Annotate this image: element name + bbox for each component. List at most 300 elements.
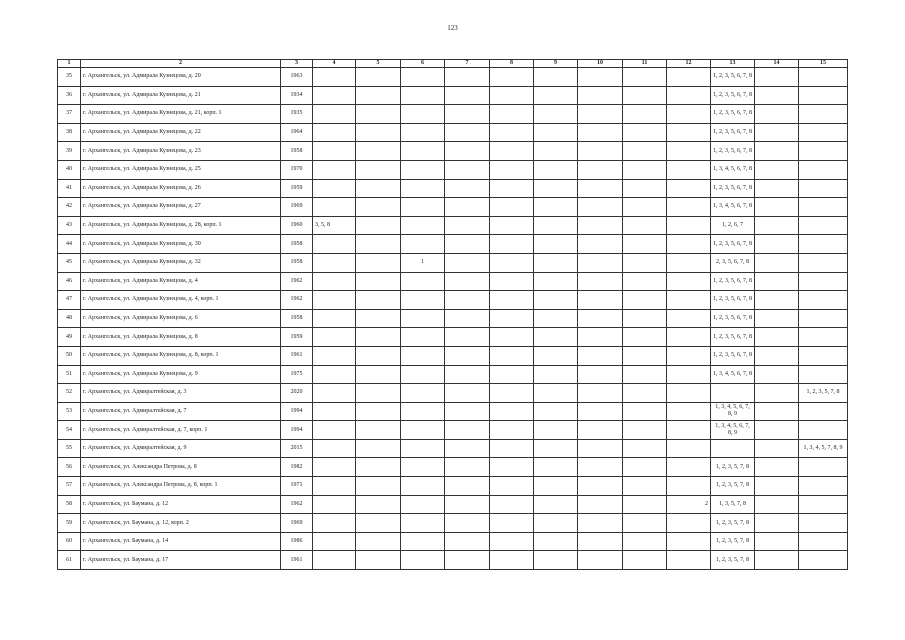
table-cell-col-4 xyxy=(313,68,356,87)
column-header-4: 4 xyxy=(313,60,356,68)
table-row xyxy=(58,105,848,124)
table-cell-col-14 xyxy=(755,160,799,179)
buildings-table xyxy=(57,59,848,570)
table-cell-col-8 xyxy=(490,495,534,514)
table-cell-col-1: 42 xyxy=(58,198,81,217)
table-cell-col-2: г. Архангельск, ул. Адмирала Кузнецова, д. 6 xyxy=(81,309,281,328)
table-cell-col-6 xyxy=(401,235,445,254)
table-cell-col-14 xyxy=(755,86,799,105)
table-cell-col-4 xyxy=(313,346,356,365)
table-cell-col-2: г. Архангельск, ул. Адмирала Кузнецова, д. 30 xyxy=(81,235,281,254)
table-cell-col-8 xyxy=(490,346,534,365)
table-cell-col-8 xyxy=(490,421,534,440)
table-cell-col-14 xyxy=(755,477,799,496)
table-cell-col-11 xyxy=(623,421,667,440)
table-cell-col-11 xyxy=(623,160,667,179)
table-cell-col-7 xyxy=(445,235,490,254)
table-cell-col-15: 1, 2, 3, 5, 7, 8 xyxy=(799,384,848,403)
table-cell-col-10 xyxy=(578,495,623,514)
table-cell-col-12 xyxy=(667,532,711,551)
table-cell-col-12 xyxy=(667,198,711,217)
table-row xyxy=(58,160,848,179)
table-cell-col-11 xyxy=(623,458,667,477)
table-cell-col-6 xyxy=(401,495,445,514)
table-cell-col-2: г. Архангельск, ул. Адмиралтейская, д. 7 xyxy=(81,402,281,421)
table-cell-col-11 xyxy=(623,328,667,347)
table-cell-col-10 xyxy=(578,123,623,142)
table-cell-col-1: 38 xyxy=(58,123,81,142)
table-cell-col-12 xyxy=(667,439,711,458)
table-cell-col-1: 41 xyxy=(58,179,81,198)
table-cell-col-1: 40 xyxy=(58,160,81,179)
table-cell-col-6 xyxy=(401,328,445,347)
table-cell-col-10 xyxy=(578,216,623,235)
table-cell-col-2: г. Архангельск, ул. Адмирала Кузнецова, д. 9 xyxy=(81,365,281,384)
table-cell-col-11 xyxy=(623,551,667,570)
table-cell-col-15 xyxy=(799,198,848,217)
table-cell-col-8 xyxy=(490,291,534,310)
table-cell-col-5 xyxy=(356,86,401,105)
table-cell-col-12 xyxy=(667,142,711,161)
table-row xyxy=(58,458,848,477)
table-cell-col-5 xyxy=(356,253,401,272)
table-cell-col-12 xyxy=(667,160,711,179)
table-cell-col-6 xyxy=(401,365,445,384)
table-cell-col-10 xyxy=(578,291,623,310)
table-cell-col-9 xyxy=(534,346,578,365)
column-header-13: 13 xyxy=(711,60,755,68)
table-cell-col-10 xyxy=(578,253,623,272)
table-cell-col-12 xyxy=(667,346,711,365)
table-cell-col-4 xyxy=(313,198,356,217)
table-cell-col-10 xyxy=(578,532,623,551)
table-cell-col-9 xyxy=(534,216,578,235)
table-cell-col-7 xyxy=(445,272,490,291)
table-cell-col-5 xyxy=(356,365,401,384)
column-header-3: 3 xyxy=(281,60,313,68)
column-header-15: 15 xyxy=(799,60,848,68)
table-cell-col-4 xyxy=(313,253,356,272)
table-cell-col-14 xyxy=(755,179,799,198)
table-cell-col-9 xyxy=(534,495,578,514)
table-row xyxy=(58,384,848,403)
table-cell-col-15 xyxy=(799,160,848,179)
table-cell-col-8 xyxy=(490,551,534,570)
table-cell-col-7 xyxy=(445,68,490,87)
table-cell-col-2: г. Архангельск, ул. Адмирала Кузнецова, д. 27 xyxy=(81,198,281,217)
table-row xyxy=(58,272,848,291)
table-cell-col-7 xyxy=(445,365,490,384)
table-cell-col-10 xyxy=(578,402,623,421)
table-cell-col-15 xyxy=(799,532,848,551)
table-cell-col-10 xyxy=(578,179,623,198)
table-cell-col-7 xyxy=(445,551,490,570)
table-cell-col-1: 50 xyxy=(58,346,81,365)
table-cell-col-6 xyxy=(401,421,445,440)
table-cell-col-3: 1961 xyxy=(281,551,313,570)
table-cell-col-10 xyxy=(578,384,623,403)
column-header-14: 14 xyxy=(755,60,799,68)
table-cell-col-6 xyxy=(401,402,445,421)
table-cell-col-6 xyxy=(401,142,445,161)
table-row xyxy=(58,439,848,458)
column-header-1: 1 xyxy=(58,60,81,68)
table-cell-col-14 xyxy=(755,309,799,328)
table-cell-col-7 xyxy=(445,253,490,272)
table-cell-col-6 xyxy=(401,86,445,105)
table-cell-col-2: г. Архангельск, ул. Александра Петрова, д. 8 xyxy=(81,458,281,477)
table-cell-col-6 xyxy=(401,346,445,365)
table-cell-col-5 xyxy=(356,495,401,514)
table-cell-col-9 xyxy=(534,142,578,161)
table-cell-col-9 xyxy=(534,291,578,310)
table-cell-col-12 xyxy=(667,216,711,235)
table-cell-col-4 xyxy=(313,495,356,514)
table-cell-col-11 xyxy=(623,123,667,142)
table-cell-col-13: 1, 3, 4, 5, 6, 7, 8, 9 xyxy=(711,402,755,421)
table-row xyxy=(58,253,848,272)
table-cell-col-4 xyxy=(313,272,356,291)
table-cell-col-15 xyxy=(799,402,848,421)
table-row xyxy=(58,477,848,496)
table-cell-col-13: 1, 3, 5, 7, 8 xyxy=(711,495,755,514)
table-cell-col-11 xyxy=(623,532,667,551)
table-cell-col-4 xyxy=(313,86,356,105)
table-cell-col-13: 1, 2, 3, 5, 6, 7, 8 xyxy=(711,309,755,328)
table-cell-col-15 xyxy=(799,291,848,310)
table-cell-col-15 xyxy=(799,123,848,142)
table-cell-col-7 xyxy=(445,328,490,347)
table-cell-col-13: 1, 2, 3, 5, 7, 8 xyxy=(711,514,755,533)
table-cell-col-15 xyxy=(799,235,848,254)
table-cell-col-7 xyxy=(445,402,490,421)
table-cell-col-11 xyxy=(623,253,667,272)
table-cell-col-2: г. Архангельск, ул. Адмирала Кузнецова, д. 8, корп. 1 xyxy=(81,346,281,365)
table-cell-col-6 xyxy=(401,272,445,291)
table-cell-col-13: 1, 2, 3, 5, 6, 7, 8 xyxy=(711,86,755,105)
table-row xyxy=(58,328,848,347)
table-cell-col-13: 1, 2, 6, 7 xyxy=(711,216,755,235)
table-cell-col-3: 1958 xyxy=(281,309,313,328)
table-cell-col-6 xyxy=(401,123,445,142)
table-cell-col-10 xyxy=(578,365,623,384)
column-header-6: 6 xyxy=(401,60,445,68)
table-cell-col-15 xyxy=(799,216,848,235)
table-cell-col-9 xyxy=(534,198,578,217)
table-cell-col-13: 1, 2, 3, 5, 6, 7, 8 xyxy=(711,235,755,254)
table-cell-col-14 xyxy=(755,123,799,142)
table-row xyxy=(58,514,848,533)
table-cell-col-7 xyxy=(445,179,490,198)
table-cell-col-8 xyxy=(490,458,534,477)
table-cell-col-2: г. Архангельск, ул. Адмирала Кузнецова, д. 23 xyxy=(81,142,281,161)
table-cell-col-10 xyxy=(578,105,623,124)
table-cell-col-9 xyxy=(534,86,578,105)
table-cell-col-9 xyxy=(534,477,578,496)
table-cell-col-1: 54 xyxy=(58,421,81,440)
table-cell-col-3: 1962 xyxy=(281,272,313,291)
table-cell-col-9 xyxy=(534,384,578,403)
table-cell-col-9 xyxy=(534,253,578,272)
table-cell-col-8 xyxy=(490,532,534,551)
table-cell-col-1: 37 xyxy=(58,105,81,124)
table-cell-col-10 xyxy=(578,477,623,496)
table-row xyxy=(58,68,848,87)
table-cell-col-8 xyxy=(490,68,534,87)
table-cell-col-3: 1934 xyxy=(281,86,313,105)
table-cell-col-6 xyxy=(401,477,445,496)
table-cell-col-12 xyxy=(667,86,711,105)
table-cell-col-12 xyxy=(667,458,711,477)
table-cell-col-8 xyxy=(490,235,534,254)
table-cell-col-13 xyxy=(711,384,755,403)
table-row xyxy=(58,235,848,254)
table-cell-col-3: 1994 xyxy=(281,402,313,421)
table-cell-col-4 xyxy=(313,384,356,403)
table-cell-col-5 xyxy=(356,328,401,347)
table-cell-col-14 xyxy=(755,68,799,87)
table-cell-col-2: г. Архангельск, ул. Адмирала Кузнецова, д. 32 xyxy=(81,253,281,272)
table-cell-col-5 xyxy=(356,551,401,570)
table-cell-col-2: г. Архангельск, ул. Адмирала Кузнецова, д. 25 xyxy=(81,160,281,179)
table-cell-col-14 xyxy=(755,216,799,235)
table-cell-col-7 xyxy=(445,458,490,477)
table-cell-col-15 xyxy=(799,309,848,328)
table-cell-col-8 xyxy=(490,160,534,179)
column-header-10: 10 xyxy=(578,60,623,68)
table-cell-col-11 xyxy=(623,439,667,458)
table-cell-col-2: г. Архангельск, ул. Адмирала Кузнецова, д. 8 xyxy=(81,328,281,347)
table-row xyxy=(58,532,848,551)
table-cell-col-14 xyxy=(755,346,799,365)
column-header-5: 5 xyxy=(356,60,401,68)
table-cell-col-10 xyxy=(578,142,623,161)
table-cell-col-1: 53 xyxy=(58,402,81,421)
table-cell-col-2: г. Архангельск, ул. Адмирала Кузнецова, д. 4, корп. 1 xyxy=(81,291,281,310)
table-cell-col-3: 1986 xyxy=(281,532,313,551)
table-cell-col-9 xyxy=(534,328,578,347)
table-cell-col-2: г. Архангельск, ул. Баумана, д. 12 xyxy=(81,495,281,514)
table-cell-col-4 xyxy=(313,179,356,198)
table-cell-col-12 xyxy=(667,253,711,272)
table-cell-col-9 xyxy=(534,309,578,328)
table-cell-col-14 xyxy=(755,142,799,161)
table-cell-col-12 xyxy=(667,105,711,124)
table-cell-col-8 xyxy=(490,253,534,272)
table-cell-col-13: 1, 2, 3, 5, 6, 7, 8 xyxy=(711,123,755,142)
table-cell-col-11 xyxy=(623,216,667,235)
column-header-9: 9 xyxy=(534,60,578,68)
table-cell-col-1: 52 xyxy=(58,384,81,403)
table-row xyxy=(58,291,848,310)
table-cell-col-4 xyxy=(313,365,356,384)
table-cell-col-15 xyxy=(799,105,848,124)
table-cell-col-14 xyxy=(755,365,799,384)
table-cell-col-4 xyxy=(313,291,356,310)
table-cell-col-3: 2015 xyxy=(281,439,313,458)
table-cell-col-6 xyxy=(401,384,445,403)
table-cell-col-13: 1, 3, 4, 5, 6, 7, 8, 9 xyxy=(711,421,755,440)
table-row xyxy=(58,179,848,198)
table-cell-col-4 xyxy=(313,309,356,328)
table-cell-col-5 xyxy=(356,160,401,179)
table-cell-col-1: 47 xyxy=(58,291,81,310)
table-cell-col-9 xyxy=(534,272,578,291)
table-cell-col-5 xyxy=(356,68,401,87)
table-cell-col-1: 46 xyxy=(58,272,81,291)
table-cell-col-8 xyxy=(490,328,534,347)
column-header-8: 8 xyxy=(490,60,534,68)
table-cell-col-4: 3, 5, 8 xyxy=(313,216,356,235)
table-cell-col-13: 1, 3, 4, 5, 6, 7, 8 xyxy=(711,160,755,179)
table-cell-col-11 xyxy=(623,495,667,514)
table-cell-col-15 xyxy=(799,86,848,105)
table-cell-col-14 xyxy=(755,384,799,403)
table-cell-col-5 xyxy=(356,123,401,142)
table-cell-col-7 xyxy=(445,309,490,328)
table-cell-col-13: 1, 3, 4, 5, 6, 7, 8 xyxy=(711,365,755,384)
table-cell-col-1: 61 xyxy=(58,551,81,570)
table-cell-col-14 xyxy=(755,253,799,272)
table-cell-col-5 xyxy=(356,477,401,496)
table-cell-col-1: 49 xyxy=(58,328,81,347)
table-cell-col-7 xyxy=(445,291,490,310)
table-cell-col-14 xyxy=(755,551,799,570)
table-cell-col-6 xyxy=(401,309,445,328)
table-row xyxy=(58,198,848,217)
table-cell-col-10 xyxy=(578,458,623,477)
table-cell-col-5 xyxy=(356,439,401,458)
table-cell-col-4 xyxy=(313,105,356,124)
table-cell-col-6 xyxy=(401,291,445,310)
table-cell-col-10 xyxy=(578,421,623,440)
table-cell-col-7 xyxy=(445,532,490,551)
table-cell-col-7 xyxy=(445,439,490,458)
header-row xyxy=(58,60,848,68)
table-cell-col-8 xyxy=(490,365,534,384)
table-cell-col-3: 1982 xyxy=(281,458,313,477)
table-cell-col-4 xyxy=(313,402,356,421)
table-cell-col-8 xyxy=(490,439,534,458)
table-cell-col-5 xyxy=(356,309,401,328)
table-cell-col-14 xyxy=(755,402,799,421)
table-cell-col-4 xyxy=(313,123,356,142)
table-cell-col-3: 1969 xyxy=(281,198,313,217)
table-cell-col-9 xyxy=(534,421,578,440)
table-cell-col-15 xyxy=(799,328,848,347)
table-cell-col-8 xyxy=(490,86,534,105)
table-row xyxy=(58,421,848,440)
table-cell-col-13: 1, 2, 3, 5, 7, 8 xyxy=(711,458,755,477)
table-cell-col-1: 36 xyxy=(58,86,81,105)
table-cell-col-9 xyxy=(534,458,578,477)
table-cell-col-13: 1, 2, 3, 5, 6, 7, 8 xyxy=(711,328,755,347)
table-cell-col-15 xyxy=(799,421,848,440)
table-cell-col-7 xyxy=(445,421,490,440)
table-cell-col-5 xyxy=(356,105,401,124)
table-cell-col-9 xyxy=(534,235,578,254)
table-cell-col-9 xyxy=(534,365,578,384)
table-row xyxy=(58,365,848,384)
table-cell-col-15 xyxy=(799,477,848,496)
table-cell-col-3: 1964 xyxy=(281,123,313,142)
table-cell-col-3: 1960 xyxy=(281,216,313,235)
table-cell-col-12 xyxy=(667,235,711,254)
table-cell-col-4 xyxy=(313,421,356,440)
table-cell-col-3: 1962 xyxy=(281,495,313,514)
table-cell-col-2: г. Архангельск, ул. Александра Петрова, д. 8, корп. 1 xyxy=(81,477,281,496)
table-cell-col-6 xyxy=(401,160,445,179)
table-cell-col-3: 1961 xyxy=(281,346,313,365)
table-cell-col-2: г. Архангельск, ул. Адмирала Кузнецова, д. 4 xyxy=(81,272,281,291)
table-cell-col-3: 1962 xyxy=(281,291,313,310)
table-cell-col-8 xyxy=(490,198,534,217)
table-cell-col-3: 1975 xyxy=(281,365,313,384)
table-cell-col-9 xyxy=(534,123,578,142)
table-cell-col-12 xyxy=(667,402,711,421)
table-cell-col-13: 1, 2, 3, 5, 6, 7, 8 xyxy=(711,105,755,124)
table-cell-col-11 xyxy=(623,235,667,254)
table-cell-col-11 xyxy=(623,514,667,533)
table-cell-col-14 xyxy=(755,272,799,291)
table-cell-col-2: г. Архангельск, ул. Адмирала Кузнецова, д. 21 xyxy=(81,86,281,105)
table-cell-col-3: 1963 xyxy=(281,68,313,87)
table-cell-col-15 xyxy=(799,179,848,198)
table-cell-col-4 xyxy=(313,160,356,179)
table-row xyxy=(58,216,848,235)
table-cell-col-5 xyxy=(356,179,401,198)
table-row xyxy=(58,123,848,142)
table-cell-col-11 xyxy=(623,68,667,87)
table-cell-col-8 xyxy=(490,123,534,142)
table-cell-col-2: г. Архангельск, ул. Адмиралтейская, д. 7, корп. 1 xyxy=(81,421,281,440)
table-cell-col-7 xyxy=(445,105,490,124)
table-cell-col-11 xyxy=(623,402,667,421)
table-cell-col-12 xyxy=(667,179,711,198)
column-header-12: 12 xyxy=(667,60,711,68)
table-cell-col-4 xyxy=(313,551,356,570)
table-cell-col-14 xyxy=(755,421,799,440)
table-cell-col-8 xyxy=(490,105,534,124)
table-cell-col-15 xyxy=(799,495,848,514)
table-cell-col-3: 1969 xyxy=(281,514,313,533)
table-cell-col-7 xyxy=(445,160,490,179)
table-cell-col-11 xyxy=(623,291,667,310)
table-cell-col-1: 48 xyxy=(58,309,81,328)
table-cell-col-2: г. Архангельск, ул. Адмирала Кузнецова, д. 26 xyxy=(81,179,281,198)
table-cell-col-1: 57 xyxy=(58,477,81,496)
table-cell-col-1: 56 xyxy=(58,458,81,477)
table-cell-col-14 xyxy=(755,198,799,217)
table-cell-col-3: 2020 xyxy=(281,384,313,403)
table-cell-col-9 xyxy=(534,179,578,198)
table-cell-col-4 xyxy=(313,328,356,347)
table-cell-col-7 xyxy=(445,514,490,533)
table-cell-col-13: 1, 2, 3, 5, 6, 7, 8 xyxy=(711,291,755,310)
table-cell-col-3: 1970 xyxy=(281,160,313,179)
table-cell-col-3: 1959 xyxy=(281,328,313,347)
table-cell-col-1: 55 xyxy=(58,439,81,458)
table-cell-col-14 xyxy=(755,514,799,533)
table-cell-col-8 xyxy=(490,216,534,235)
table-cell-col-12 xyxy=(667,365,711,384)
table-cell-col-15: 1, 3, 4, 5, 7, 8, 9 xyxy=(799,439,848,458)
table-cell-col-3: 1958 xyxy=(281,235,313,254)
table-cell-col-4 xyxy=(313,235,356,254)
table-cell-col-2: г. Архангельск, ул. Адмирала Кузнецова, д. 28, корп. 1 xyxy=(81,216,281,235)
table-row xyxy=(58,402,848,421)
table-cell-col-13: 1, 2, 3, 5, 7, 8 xyxy=(711,477,755,496)
